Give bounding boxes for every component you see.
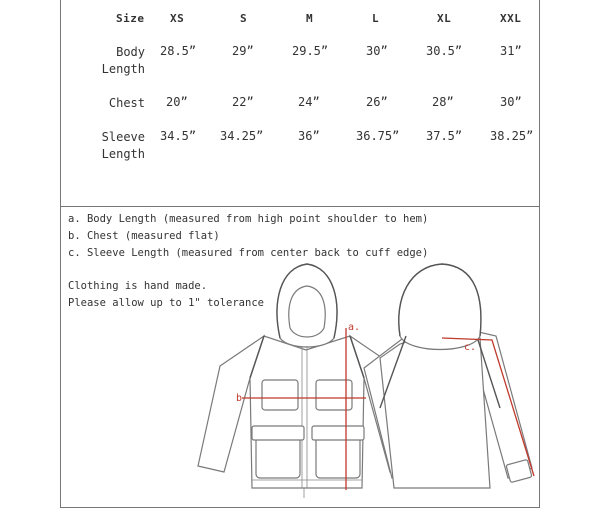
table-cell: 24” — [298, 95, 320, 109]
size-header-xl: XL — [437, 12, 452, 25]
row-label-body-length: Body Length — [101, 45, 145, 76]
note-handmade: Clothing is hand made. — [68, 280, 208, 292]
note-body-length: a. Body Length (measured from high point shoulder to hem) — [68, 213, 429, 225]
table-cell: 31” — [500, 44, 522, 58]
table-cell: 26” — [366, 95, 388, 109]
size-header-xs: XS — [170, 12, 185, 25]
row-label-chest: Chest — [108, 96, 145, 110]
note-tolerance: Please allow up to 1" tolerance — [68, 297, 264, 309]
table-cell: 38.25” — [490, 129, 534, 143]
table-cell: 34.25” — [220, 129, 264, 143]
size-header-label: Size — [116, 12, 145, 25]
size-header-s: S — [240, 12, 248, 25]
note-chest: b. Chest (measured flat) — [68, 230, 220, 242]
label-c: c. — [464, 342, 477, 353]
size-header-m: M — [306, 12, 314, 25]
size-header-xxl: XXL — [500, 12, 522, 25]
table-cell: 30.5” — [426, 44, 463, 58]
table-cell: 30” — [366, 44, 388, 58]
note-sleeve-length: c. Sleeve Length (measured from center back to cuff edge) — [68, 247, 429, 259]
table-cell: 20” — [166, 95, 188, 109]
upper-left-pocket — [262, 380, 298, 410]
label-b: b — [236, 393, 243, 404]
table-cell: 36” — [298, 129, 320, 143]
table-cell: 34.5” — [160, 129, 197, 143]
lower-right-flap — [312, 426, 364, 440]
jacket-back-view — [364, 264, 534, 488]
table-cell: 29” — [232, 44, 254, 58]
section-divider — [60, 206, 540, 207]
lower-left-flap — [252, 426, 304, 440]
label-a: a. — [348, 322, 361, 333]
table-cell: 36.75” — [356, 129, 400, 143]
jacket-measurement-diagram — [180, 258, 540, 502]
row-label-sleeve-length: Sleeve Length — [101, 130, 145, 161]
table-cell: 37.5” — [426, 129, 463, 143]
size-header-l: L — [372, 12, 380, 25]
table-cell: 22” — [232, 95, 254, 109]
table-cell: 28.5” — [160, 44, 197, 58]
table-cell: 28” — [432, 95, 454, 109]
table-cell: 29.5” — [292, 44, 329, 58]
hood-opening — [289, 286, 325, 337]
table-cell: 30” — [500, 95, 522, 109]
